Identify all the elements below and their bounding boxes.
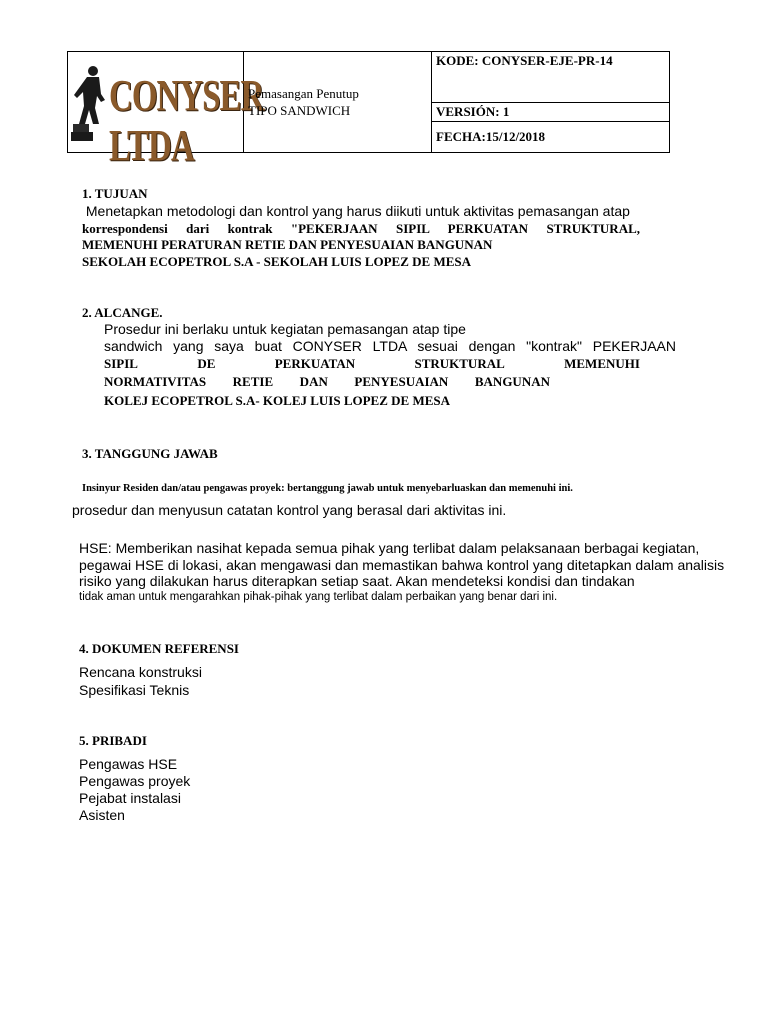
section-5-item: Pengawas HSE <box>79 756 178 772</box>
company-logo-text: CONYSER LTDA <box>109 72 264 171</box>
section-3-hse-line3: risiko yang dilakukan harus diterapkan setiap saat. Akan mendeteksi kondisi dan tindakan <box>79 573 635 589</box>
section-2-line1: Prosedur ini berlaku untuk kegiatan pemasangan atap tipe <box>104 321 466 337</box>
section-2-line3-w1: SIPIL <box>104 356 138 371</box>
section-2-line4: NORMATIVITAS RETIE DAN PENYESUAIAN BANGUNAN <box>104 374 550 389</box>
section-5-heading: 5. PRIBADI <box>79 733 147 748</box>
doc-version: VERSIÓN: 1 <box>436 104 510 119</box>
section-1-line3: MEMENUHI PERATURAN RETIE DAN PENYESUAIAN BANGUNAN <box>82 237 493 252</box>
header-divider-2 <box>431 121 670 122</box>
doc-date: FECHA:15/12/2018 <box>436 129 546 144</box>
section-1-line2: korrespondensi dari kontrak "PEKERJAAN SIPIL PERKUATAN STRUKTURAL, <box>82 221 640 236</box>
section-3-hse-line1: HSE: Memberikan nasihat kepada semua pihak yang terlibat dalam pelaksanaan berbagai kegiatan, <box>79 540 700 556</box>
company-logo <box>71 62 264 171</box>
header-divider-1 <box>431 102 670 103</box>
section-1-line1: Menetapkan metodologi dan kontrol yang harus diikuti untuk aktivitas pemasangan atap <box>82 203 630 219</box>
section-4-item: Spesifikasi Teknis <box>79 682 190 698</box>
section-4-heading: 4. DOKUMEN REFERENSI <box>79 641 239 656</box>
section-2-line2: sandwich yang saya buat CONYSER LTDA sesuai dengan "kontrak" PEKERJAAN <box>104 338 676 354</box>
section-3-hse-line4: tidak aman untuk mengarahkan pihak-pihak yang terlibat dalam perbaikan yang benar dari ini. <box>79 591 558 603</box>
section-5-item: Pejabat instalasi <box>79 790 181 806</box>
doc-title-line2: TIPO SANDWICH <box>248 103 351 118</box>
section-3-line2: prosedur dan menyusun catatan kontrol yang berasal dari aktivitas ini. <box>72 502 507 518</box>
section-2-line5: KOLEJ ECOPETROL S.A- KOLEJ LUIS LOPEZ DE MESA <box>104 393 451 408</box>
section-1-line4: SEKOLAH ECOPETROL S.A - SEKOLAH LUIS LOPEZ DE MESA <box>82 254 472 269</box>
section-5-item: Pengawas proyek <box>79 773 191 789</box>
section-5-item: Asisten <box>79 807 125 823</box>
section-1-heading: 1. TUJUAN <box>82 186 148 201</box>
section-2-line3-w5: MEMENUHI <box>564 356 640 371</box>
section-3-heading: 3. TANGGUNG JAWAB <box>82 446 218 461</box>
section-2-heading: 2. ALCANGE. <box>82 305 163 320</box>
section-2-line3-w4: STRUKTURAL <box>414 356 505 371</box>
section-3-hse-line2: pegawai HSE di lokasi, akan mengawasi dan memastikan bahwa kontrol yang ditetapkan dalam analisis <box>79 557 725 573</box>
doc-title-line1: Pemasangan Penutup <box>248 86 359 101</box>
section-2-line3-w2: DE <box>197 356 216 371</box>
section-3-line1: Insinyur Residen dan/atau pengawas proyek: bertanggung jawab untuk menyebarluaskan dan memenuhi ini. <box>82 483 573 494</box>
section-4-item: Rencana konstruksi <box>79 664 202 680</box>
section-2-line3-w3: PERKUATAN <box>274 356 356 371</box>
header-title-cell <box>243 51 432 153</box>
section-2-line3 <box>104 356 640 372</box>
worker-silhouette-icon <box>71 64 111 142</box>
doc-code: KODE: CONYSER-EJE-PR-14 <box>436 53 613 68</box>
